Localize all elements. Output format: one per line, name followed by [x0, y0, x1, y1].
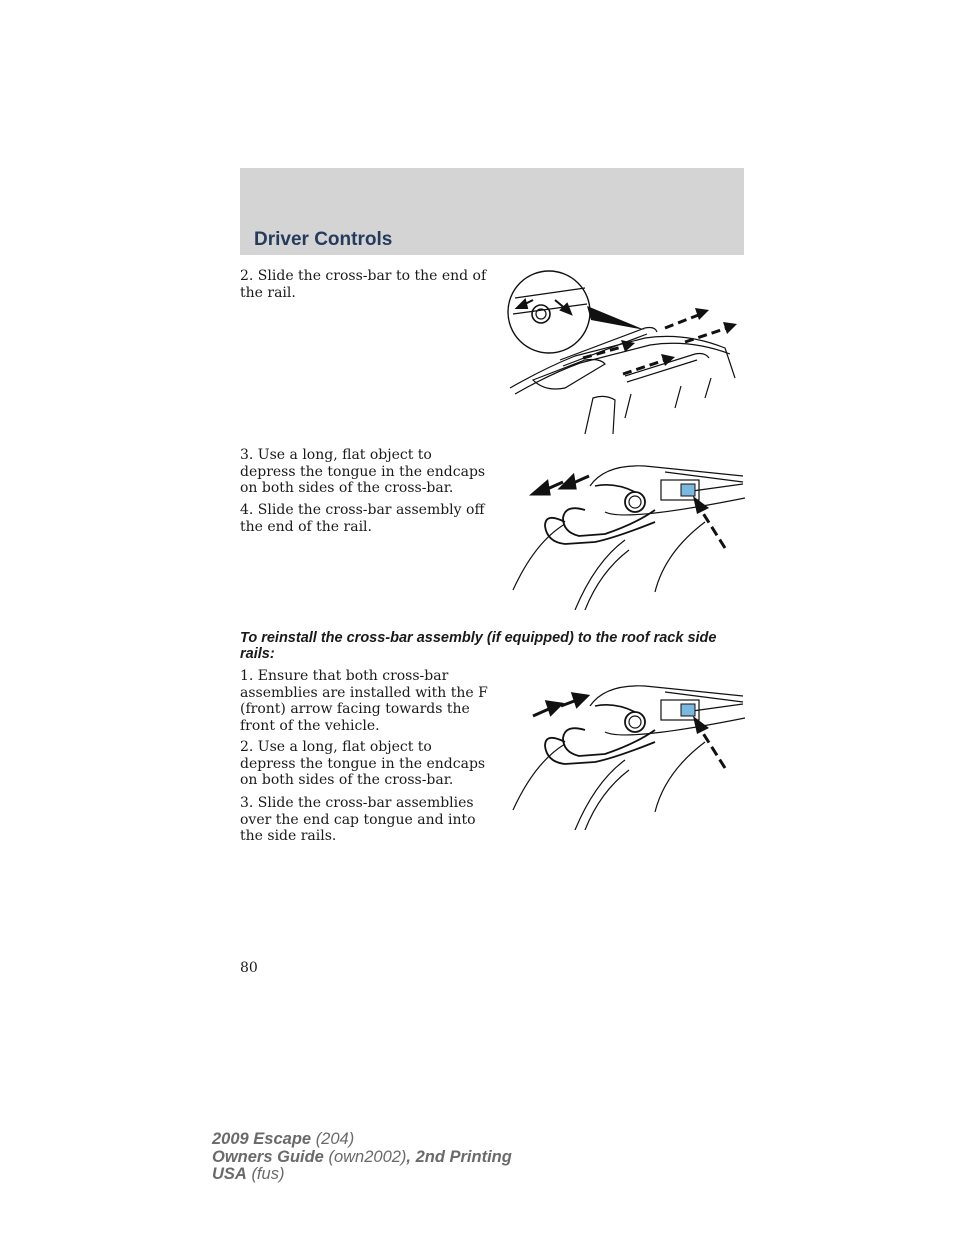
step-4-slide-off-text: 4. Slide the cross-bar assembly off the end of the rail. [240, 502, 485, 535]
endcap-tongue-highlight [681, 484, 695, 496]
step-2-slide-text: 2. Slide the cross-bar to the end of the rail. [240, 268, 487, 301]
reinstall-heading: To reinstall the cross-bar assembly (if equipped) to the roof rack side rails: [240, 630, 717, 662]
footer-guide: Owners Guide [212, 1147, 324, 1166]
step-3-depress-tongue-text: 3. Use a long, flat object to depress the tongue in the endcaps on both sides of the cross-bar. [240, 447, 486, 496]
document-footer [212, 1131, 512, 1184]
footer-region-code: (fus) [251, 1165, 285, 1183]
endcap-tongue-highlight [681, 704, 695, 716]
cross-bar-removal-illustration [505, 462, 745, 610]
footer-model-code: (204) [315, 1130, 355, 1148]
footer-model: 2009 Escape [212, 1130, 312, 1148]
footer-guide-code: (own2002) [328, 1147, 407, 1166]
cross-bar-reinstall-illustration [505, 682, 745, 830]
page-number: 80 [240, 960, 258, 976]
reinstall-step-2-text: 2. Use a long, flat object to depress the tongue in the endcaps on both sides of the cross-bar. [240, 739, 486, 788]
reinstall-step-3-text: 3. Slide the cross-bar assemblies over the end cap tongue and into the side rails. [240, 795, 476, 844]
reinstall-step-1-text: 1. Ensure that both cross-bar assemblies are installed with the F (front) arrow facing towards the front of the vehicle. [240, 668, 488, 734]
footer-printing: , 2nd Printing [406, 1147, 512, 1166]
footer-region: USA [212, 1165, 247, 1183]
section-title: Driver Controls [254, 229, 393, 250]
roof-rack-slide-illustration [505, 268, 745, 434]
section-header-band [240, 168, 744, 255]
